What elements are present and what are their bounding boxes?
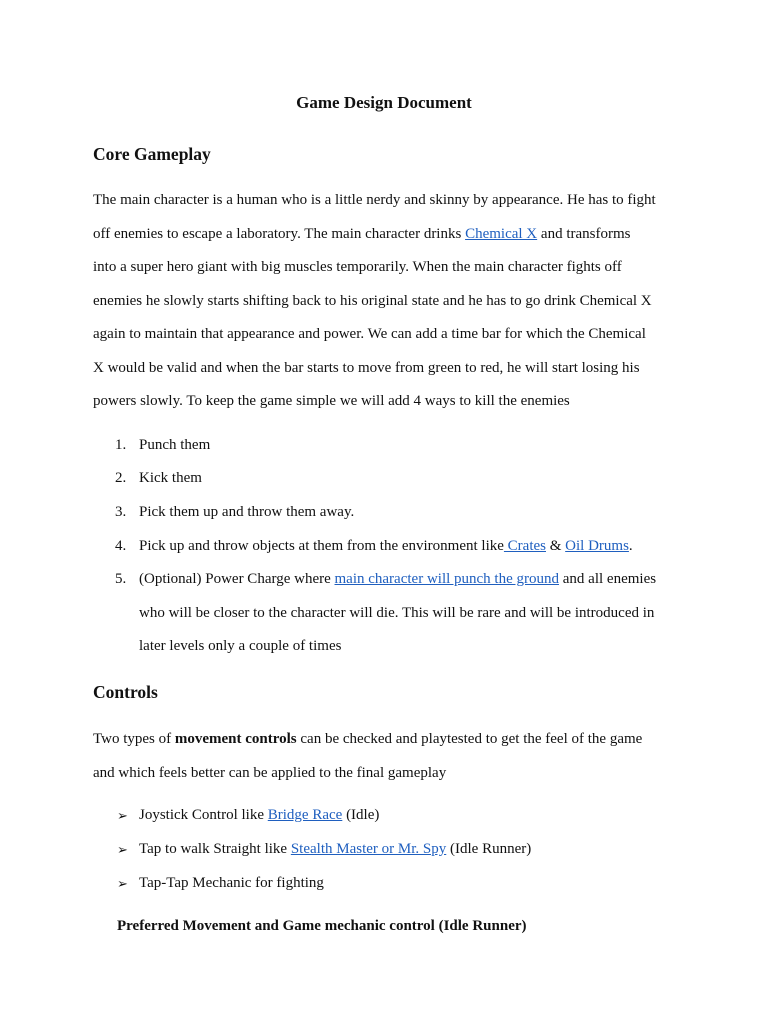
text-run: (Idle)	[342, 807, 380, 823]
text-run: and all enemies	[559, 571, 657, 587]
bullet-tap-to-walk	[139, 841, 531, 858]
text-run: &	[546, 538, 566, 554]
text-run: Joystick Control like	[139, 807, 268, 823]
document-title: Game Design Document	[296, 93, 472, 112]
text-run: Two types of	[93, 731, 175, 747]
controls-paragraph-line-2: and which feels better can be applied to the final gameplay	[93, 765, 447, 781]
list-item-punch: Punch them	[139, 437, 211, 453]
core-paragraph-line-1: The main character is a human who is a little nerdy and skinny by appearance. He has to fight	[93, 192, 656, 208]
arrow-bullet-icon: ➢	[117, 808, 128, 823]
core-paragraph-line-2	[93, 226, 630, 243]
crates-link[interactable]: Crates	[503, 538, 546, 554]
core-paragraph-line-4: enemies he slowly starts shifting back to his original state and he has to go drink Chemical X	[93, 293, 652, 309]
list-number-5: 5.	[115, 571, 127, 587]
text-run: .	[628, 538, 633, 554]
list-item-kick: Kick them	[139, 470, 202, 486]
text-run: off enemies to escape a laboratory. The main character drinks	[93, 226, 466, 242]
list-number-4: 4.	[115, 538, 127, 554]
core-paragraph-line-7: powers slowly. To keep the game simple we will add 4 ways to kill the enemies	[93, 393, 570, 409]
core-paragraph-line-5: again to maintain that appearance and power. We can add a time bar for which the Chemical	[93, 326, 646, 342]
oil-drums-link[interactable]: Oil Drums	[565, 538, 629, 554]
text-run: Tap to walk Straight like	[139, 841, 291, 857]
list-number-3: 3.	[115, 504, 127, 520]
list-number-1: 1.	[115, 437, 127, 453]
stealth-master-link[interactable]: Stealth Master or Mr. Spy	[290, 841, 447, 857]
arrow-bullet-icon: ➢	[117, 876, 128, 891]
list-item-power-charge-line-3: later levels only a couple of times	[139, 638, 342, 654]
list-number-2: 2.	[115, 470, 127, 486]
punch-ground-link[interactable]: main character will punch the ground	[334, 571, 560, 587]
text-run: (Idle Runner)	[446, 841, 532, 857]
bold-text: movement controls	[174, 731, 297, 747]
bullet-joystick	[139, 807, 379, 824]
bullet-tap-tap: Tap-Tap Mechanic for fighting	[139, 875, 324, 891]
list-item-throw: Pick them up and throw them away.	[139, 504, 355, 520]
bridge-race-link[interactable]: Bridge Race	[267, 807, 343, 823]
controls-paragraph-line-1	[93, 731, 642, 748]
arrow-bullet-icon: ➢	[117, 842, 128, 857]
heading-core-gameplay: Core Gameplay	[93, 144, 211, 164]
chemical-x-link[interactable]: Chemical X	[465, 226, 538, 242]
text-run: and transforms	[537, 226, 631, 242]
text-run: (Optional) Power Charge where	[139, 571, 335, 587]
heading-controls: Controls	[93, 682, 158, 702]
text-run: Pick up and throw objects at them from the environment like	[139, 538, 504, 554]
list-item-objects	[139, 538, 633, 555]
text-run: can be checked and playtested to get the feel of the game	[296, 731, 643, 747]
preferred-control-heading: Preferred Movement and Game mechanic control (Idle Runner)	[117, 918, 527, 934]
list-item-power-charge	[139, 571, 656, 588]
core-paragraph-line-6: X would be valid and when the bar starts to move from green to red, he will start losing his	[93, 360, 640, 376]
core-paragraph-line-3: into a super hero giant with big muscles temporarily. When the main character fights off	[93, 259, 622, 275]
list-item-power-charge-line-2: who will be closer to the character will die. This will be rare and will be introduced in	[139, 605, 655, 621]
